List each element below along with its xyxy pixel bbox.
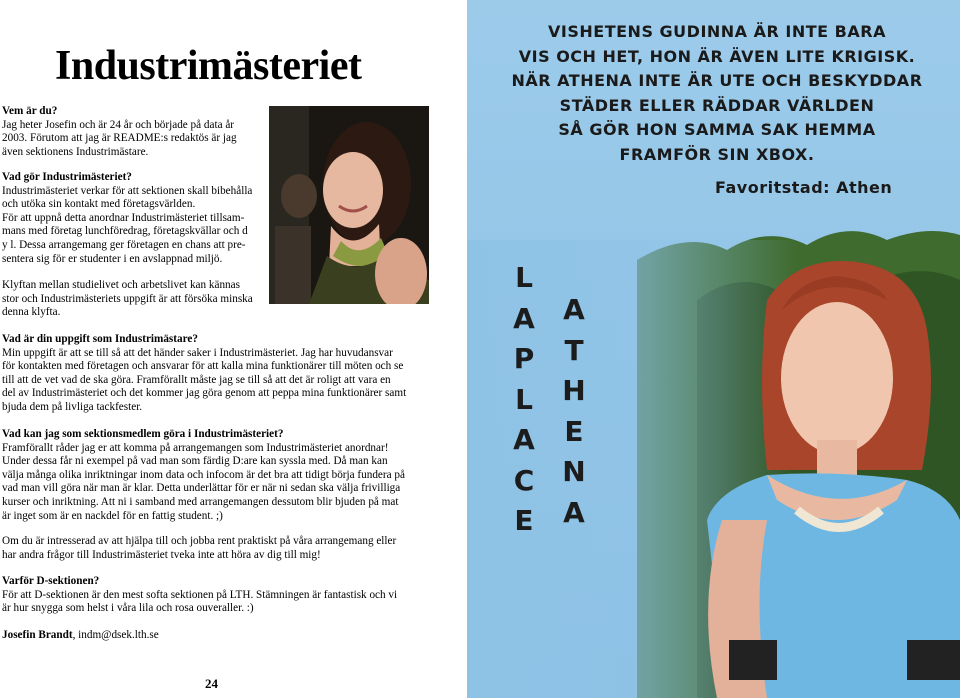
favorite-city: Favoritstad: Athen xyxy=(715,178,893,197)
text-line: även sektionens Industrimästare. xyxy=(2,145,149,158)
text-line: till att de vet vad de ska göra. Framförallt måste jag se till så att det är roligt att vara en xyxy=(2,373,391,386)
letter: T xyxy=(564,333,584,367)
role-section xyxy=(2,171,252,266)
member-section xyxy=(2,428,405,523)
letter: A xyxy=(513,301,535,335)
signature-name: Josefin Brandt xyxy=(2,629,73,641)
signature-email: , indm@dsek.lth.se xyxy=(72,629,159,641)
letter: A xyxy=(563,495,585,529)
question-heading: Vad gör Industrimästeriet? xyxy=(2,171,132,183)
text-line: välja många olika inriktningar inom data och infocom är det bra att tidigt börja fundera på xyxy=(2,468,405,481)
right-page xyxy=(467,0,960,698)
why-section xyxy=(2,575,397,616)
text-line: vad man vill göra när man är klar. Detta underlättar för er när ni sedan ska välja frivilliga xyxy=(2,482,401,495)
text-line: är hur snygga som helst i våra lila och rosa ouveraller. :) xyxy=(2,602,254,615)
text-line: y l. Dessa arrangemang ger företagen en chans att pre- xyxy=(2,238,246,251)
signature xyxy=(2,629,159,643)
athena-quote xyxy=(487,20,947,167)
quote-line: VISHETENS GUDINNA ÄR INTE BARA xyxy=(548,22,886,41)
surname-vertical xyxy=(507,258,541,542)
text-line: Min uppgift är att se till så att det händer saker i Industrimästeriet. Jag har huvudansvar xyxy=(2,346,393,359)
text-line: Om du är intresserad av att hjälpa till och jobba rent praktiskt på våra arrangemang eller xyxy=(2,535,397,547)
letter: A xyxy=(513,423,535,456)
question-heading: Vad kan jag som sektionsmedlem göra i Industrimästeriet? xyxy=(2,428,284,440)
text-line: bjuda dem på livliga tackfester. xyxy=(2,400,143,413)
quote-line: STÄDER ELLER RÄDDAR VÄRLDEN xyxy=(559,95,875,115)
intro-section xyxy=(2,105,237,159)
help-section xyxy=(2,535,396,562)
text-line: är inget som är en nackdel för en fattig student. ;) xyxy=(2,509,223,522)
letter: N xyxy=(562,455,586,488)
letter: A xyxy=(563,293,585,326)
letter: C xyxy=(513,463,535,497)
text-line: för kontakten med företagen och ansvarar för att kalla mina funktionärer till möten och se xyxy=(2,360,404,373)
portrait-photo xyxy=(269,106,429,304)
gap-section xyxy=(2,279,253,320)
quote-line: FRAMFÖR SIN XBOX. xyxy=(619,144,815,164)
text-line: kurser och inriktning. Att ni i samband med arrangemangen dessutom blir bjuden på mat xyxy=(2,495,399,508)
text-line: stor och Industrimästeriets uppgift är att försöka minska xyxy=(2,292,253,305)
letter: H xyxy=(562,374,586,407)
text-line: sentera sig för er studenter i en avslappnad miljö. xyxy=(2,252,223,265)
text-line: har andra frågor till Industrimästeriet tveka inte att höra av dig till mig! xyxy=(2,548,321,561)
question-heading: Varför D-sektionen? xyxy=(2,575,100,587)
letter: E xyxy=(564,414,584,448)
text-line: För att uppnå detta anordnar Industrimästeriet tillsam- xyxy=(2,211,245,224)
page-number: 24 xyxy=(205,676,218,691)
question-heading: Vad är din uppgift som Industrimästare? xyxy=(2,333,198,345)
text-line: Framförallt råder jag er att komma på arrangemangen som Industrimästeriet anordnar! xyxy=(2,441,389,454)
article-title: Industrimästeriet xyxy=(55,43,362,89)
letter: P xyxy=(513,342,535,375)
duty-section xyxy=(2,333,406,415)
text-line: 2003. Förutom att jag är README:s redaktös är jag xyxy=(2,132,237,145)
text-line: och utöka sin kontakt med företagsvärlden. xyxy=(2,198,196,211)
text-line: Jag heter Josefin och är 24 år och började på data år xyxy=(2,118,235,131)
text-line: Klyftan mellan studielivet och arbetslivet kan kännas xyxy=(2,279,240,291)
text-line: För att D-sektionen är den mest softa sektionen på LTH. Stämningen är fantastisk och vi xyxy=(2,588,398,601)
quote-line: NÄR ATHENA INTE ÄR UTE OCH BESKYDDAR xyxy=(511,71,923,90)
text-line: denna klyfta. xyxy=(2,306,61,319)
text-line: Industrimästeriet verkar för att sektionen skall bibehålla xyxy=(2,184,253,197)
question-heading: Vem är du? xyxy=(2,105,58,117)
quote-line: SÅ GÖR HON SAMMA SAK HEMMA xyxy=(558,120,876,139)
quote-line: VIS OCH HET, HON ÄR ÄVEN LITE KRIGISK. xyxy=(518,46,916,66)
letter: E xyxy=(514,504,534,537)
letter: L xyxy=(515,261,533,294)
firstname-vertical xyxy=(557,290,591,533)
left-page xyxy=(0,0,467,698)
letter: L xyxy=(515,382,533,416)
text-line: Under dessa får ni exempel på vad man som färdig D:are kan syssla med. Då man kan xyxy=(2,455,388,468)
text-line: mans med företag lunchföredrag, företagskvällar och d xyxy=(2,225,248,238)
text-line: del av Industrimästeriet och det kommer jag göra genom att peppa mina funktionärer samt xyxy=(2,387,407,400)
